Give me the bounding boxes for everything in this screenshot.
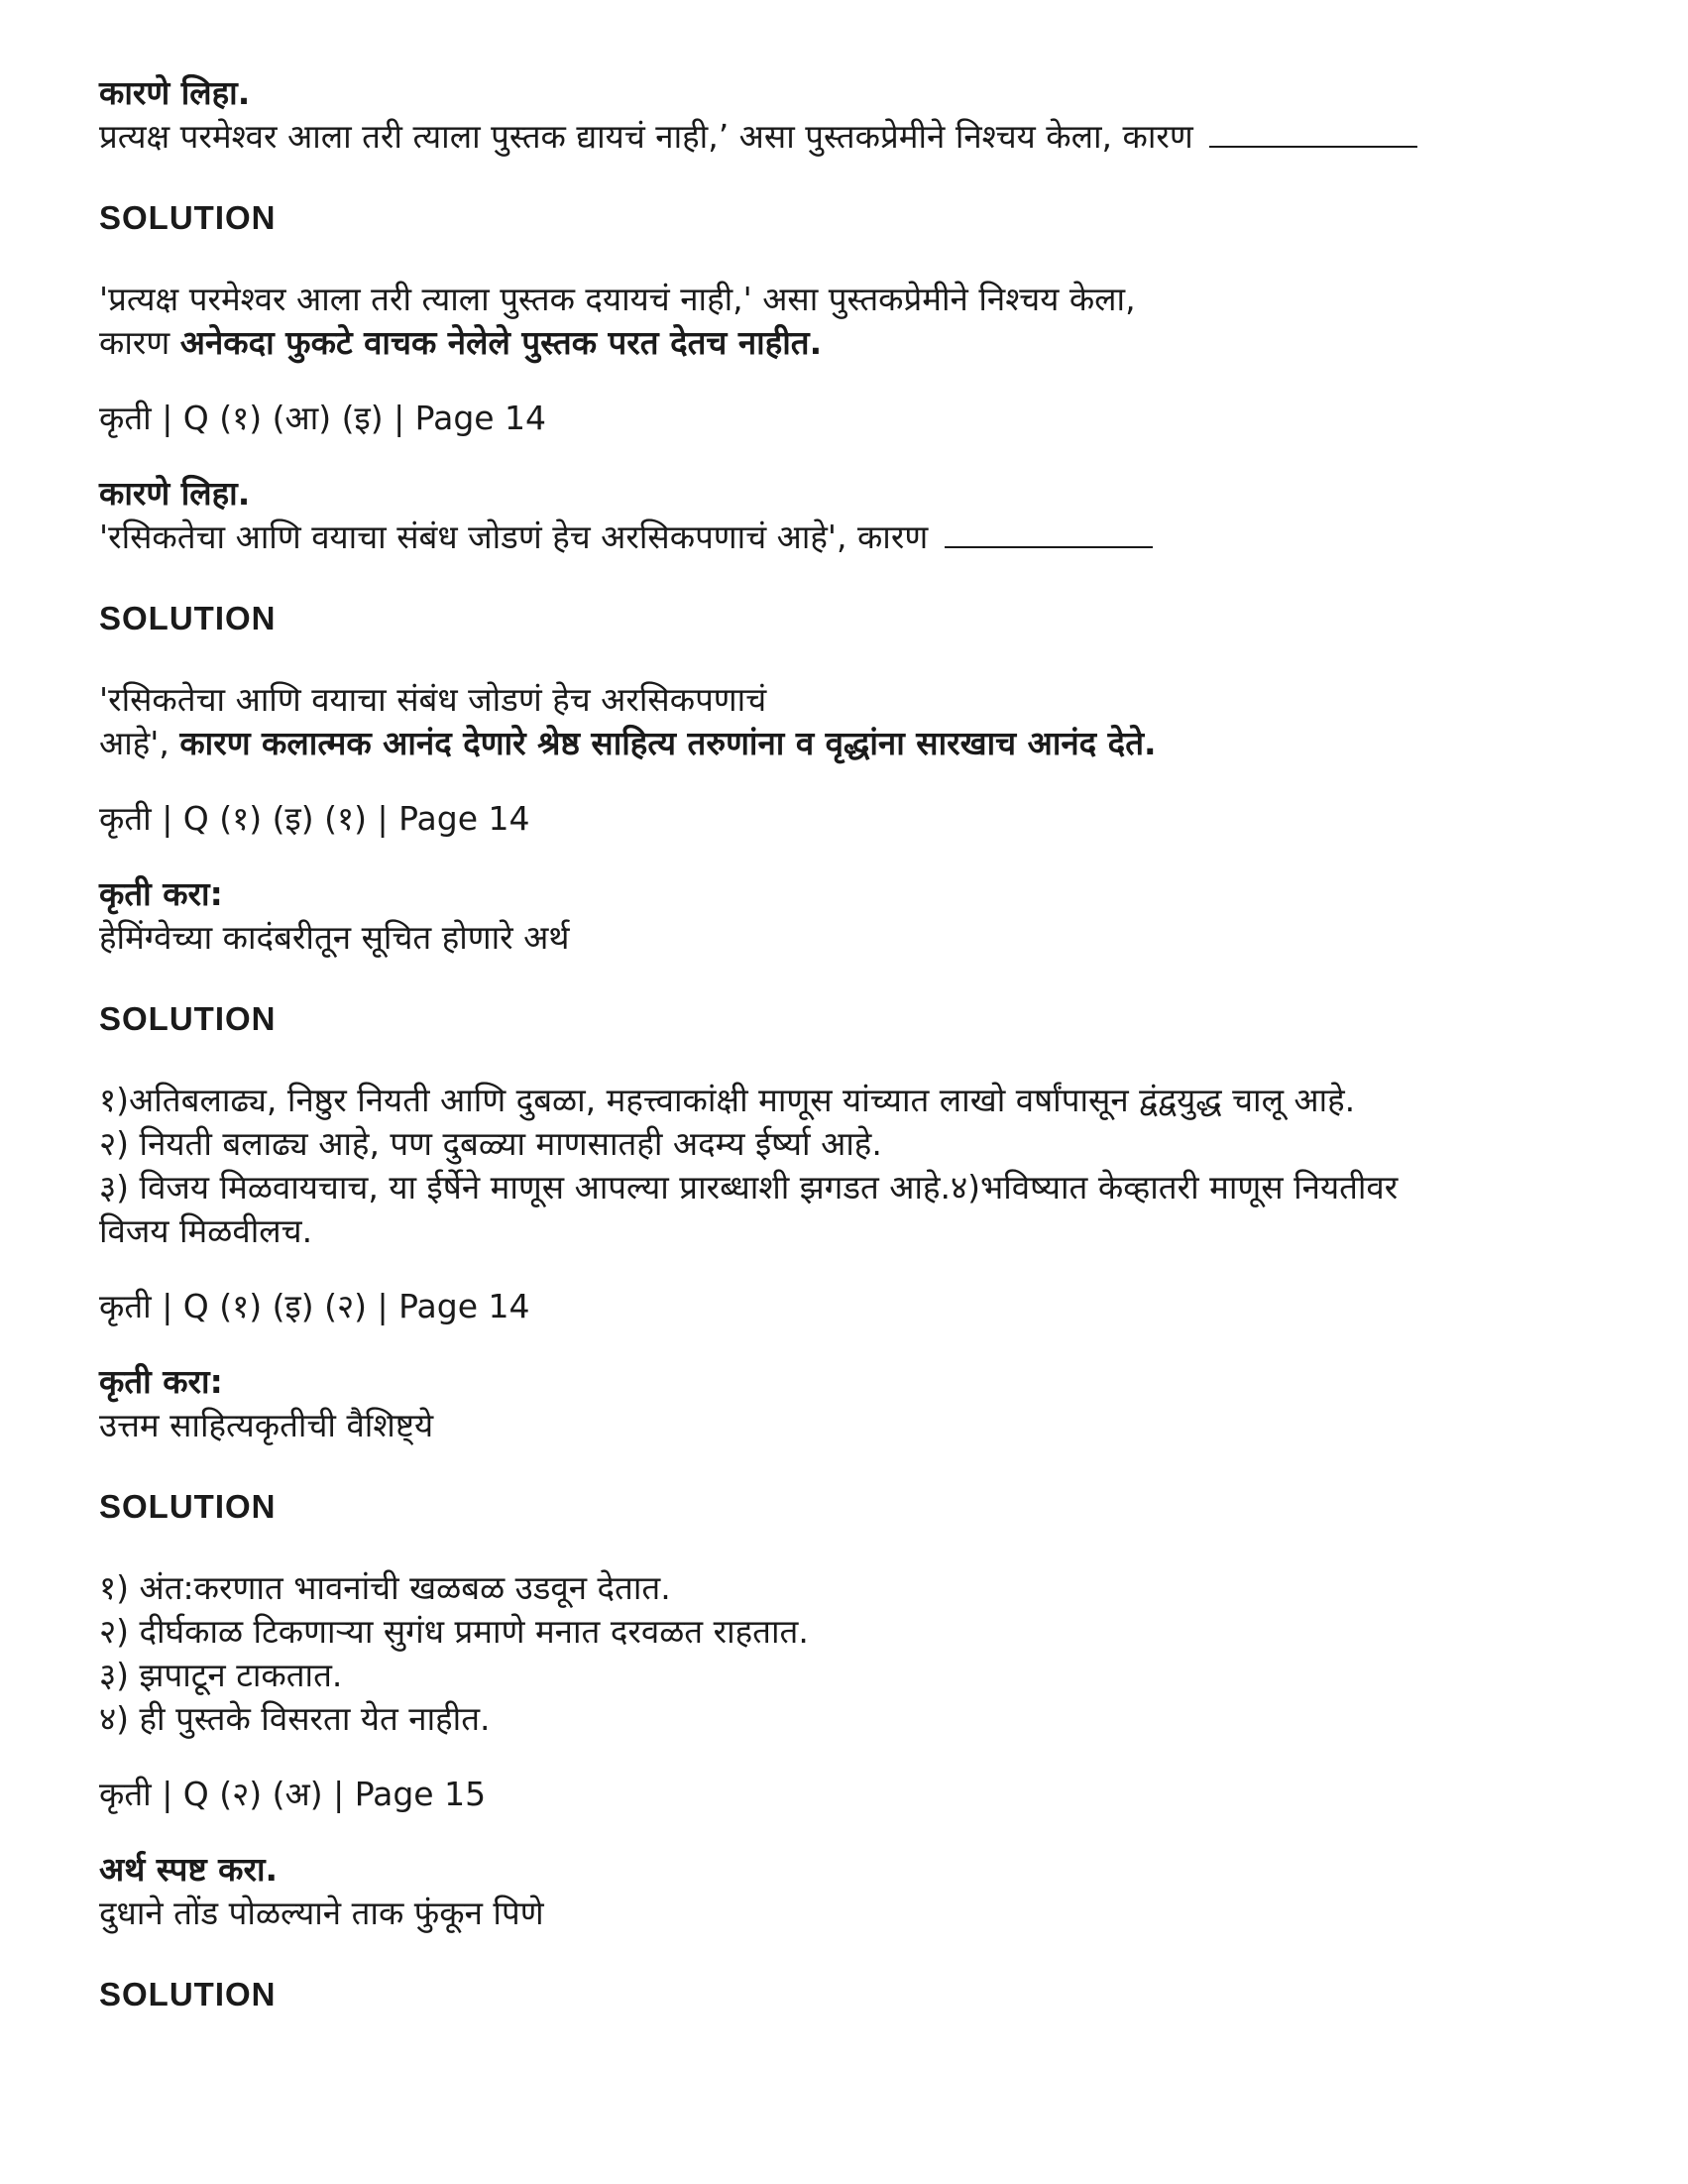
question-text-content: 'रसिकतेचा आणि वयाचा संबंध जोडणं हेच अरसिकपणाचं आहे', कारण (99, 517, 929, 556)
solution-prefix: कारण (99, 323, 180, 362)
solution-line (99, 321, 1586, 365)
solution-highlight: कारण कलात्मक आनंद देणारे श्रेष्ठ साहित्य तरुणांना व वृद्धांना सारखाच आनंद देते. (179, 724, 1157, 762)
question-block-4 (99, 1360, 1586, 1741)
question-block-5 (99, 1848, 1586, 2016)
solution-prefix: आहे', (99, 724, 180, 762)
solution-text (99, 678, 1586, 765)
solution-list (99, 1079, 1586, 1253)
question-block-2 (99, 472, 1586, 765)
question-prompt: कृती करा: (99, 874, 223, 913)
question-reference: कृती | Q (१) (आ) (इ) | Page 14 (99, 399, 547, 437)
question-prompt: कारणे लिहा. (99, 73, 251, 112)
question-reference: कृती | Q (२) (अ) | Page 15 (99, 1775, 487, 1813)
question-reference: कृती | Q (१) (इ) (१) | Page 14 (99, 799, 530, 838)
question-prompt: अर्थ स्पष्ट करा. (99, 1850, 279, 1889)
solution-line: 'प्रत्यक्ष परमेश्वर आला तरी त्याला पुस्तक दयायचं नाही,' असा पुस्तकप्रेमीने निश्चय केला, (99, 280, 1136, 318)
question-prompt: कारणे लिहा. (99, 474, 251, 513)
solution-label: SOLUTION (99, 1488, 277, 1525)
solution-list-item: विजय मिळवीलच. (99, 1211, 313, 1250)
solution-label: SOLUTION (99, 1000, 277, 1037)
question-text: उत्तम साहित्यकृतीची वैशिष्ट्ये (99, 1406, 434, 1444)
solution-list (99, 1566, 1586, 1741)
solution-line: 'रसिकतेचा आणि वयाचा संबंध जोडणं हेच अरसिकपणाचं (99, 680, 767, 719)
question-text: दुधाने तोंड पोळल्याने ताक फुंकून पिणे (99, 1894, 544, 1932)
question-block-1 (99, 71, 1586, 365)
solution-list-item: ३) विजय मिळवायचाच, या ईर्षेने माणूस आपल्या प्रारब्धाशी झगडत आहे.४)भविष्यात केव्हातरी माणूस नियतीवर (99, 1168, 1399, 1207)
solution-text (99, 278, 1586, 365)
solution-list-item: ४) ही पुस्तके विसरता येत नाहीत. (99, 1699, 491, 1738)
solution-list-item: २) दीर्घकाळ टिकणाऱ्या सुगंध प्रमाणे मनात दरवळत राहतात. (99, 1612, 809, 1651)
solution-label: SOLUTION (99, 1976, 277, 2012)
question-block-3 (99, 872, 1586, 1253)
question-text: हेमिंग्वेच्या कादंबरीतून सूचित होणारे अर्थ (99, 918, 570, 957)
answer-blank (1209, 120, 1417, 148)
solution-label: SOLUTION (99, 199, 277, 236)
solution-list-item: १)अतिबलाढ्य, निष्ठुर नियती आणि दुबळा, महत्त्वाकांक्षी माणूस यांच्यात लाखो वर्षांपासून द्वंद्वयुद्ध चालू आहे. (99, 1081, 1356, 1119)
question-text (99, 115, 1586, 159)
solution-label: SOLUTION (99, 600, 277, 636)
question-reference: कृती | Q (१) (इ) (२) | Page 14 (99, 1287, 530, 1325)
solution-list-item: १) अंत:करणात भावनांची खळबळ उडवून देतात. (99, 1568, 671, 1607)
solution-line (99, 722, 1586, 765)
solution-list-item: ३) झपाटून टाकतात. (99, 1656, 343, 1694)
answer-blank (945, 520, 1153, 548)
question-text (99, 516, 1586, 559)
question-prompt: कृती करा: (99, 1362, 223, 1401)
solution-list-item: २) नियती बलाढ्य आहे, पण दुबळ्या माणसातही अदम्य ईर्ष्या आहे. (99, 1124, 882, 1163)
document-page (99, 71, 1586, 2016)
solution-highlight: अनेकदा फुकटे वाचक नेलेले पुस्तक परत देतच नाहीत. (179, 323, 823, 362)
question-text-content: प्रत्यक्ष परमेश्वर आला तरी त्याला पुस्तक द्यायचं नाही,’ असा पुस्तकप्रेमीने निश्चय केला, कारण (99, 117, 1193, 156)
